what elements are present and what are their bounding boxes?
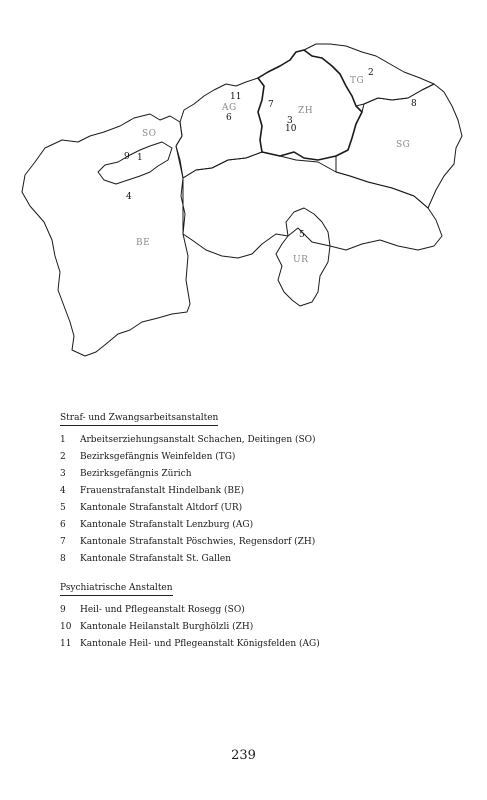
legend-label: Kantonale Strafanstalt St. Gallen bbox=[80, 554, 231, 564]
legend-label: Frauenstrafanstalt Hindelbank (BE) bbox=[80, 486, 245, 496]
legend-label: Kantonale Strafanstalt Altdorf (UR) bbox=[80, 503, 243, 513]
site-marker-5: 5 bbox=[299, 230, 305, 240]
legend-item bbox=[60, 534, 440, 551]
canton-map bbox=[0, 0, 487, 380]
legend-number: 6 bbox=[60, 520, 66, 530]
canton-label-sg: SG bbox=[396, 140, 411, 150]
site-marker-3: 3 bbox=[287, 116, 293, 126]
legend-label: Bezirksgefängnis Zürich bbox=[80, 469, 192, 479]
legend-item bbox=[60, 551, 440, 568]
canton-label-zh: ZH bbox=[298, 106, 314, 116]
canton-label-so: SO bbox=[142, 129, 157, 139]
legend-label: Kantonale Heilanstalt Burghölzli (ZH) bbox=[80, 622, 254, 632]
legend-number: 3 bbox=[60, 469, 66, 479]
legend-label: Heil- und Pflegeanstalt Rosegg (SO) bbox=[80, 605, 245, 615]
legend-number: 9 bbox=[60, 605, 66, 615]
legend-number: 2 bbox=[60, 452, 66, 462]
legend-heading-prisons: Straf- und Zwangsarbeitsanstalten bbox=[60, 413, 218, 426]
legend-label: Kantonale Heil- und Pflegeanstalt Königsfelden (AG) bbox=[80, 639, 320, 649]
canton-outline-ag bbox=[176, 78, 264, 178]
legend-item bbox=[60, 602, 440, 619]
legend-number: 8 bbox=[60, 554, 66, 564]
site-marker-4: 4 bbox=[126, 192, 132, 202]
legend-label: Kantonale Strafanstalt Lenzburg (AG) bbox=[80, 520, 254, 530]
site-marker-8: 8 bbox=[411, 99, 417, 109]
site-marker-11: 11 bbox=[230, 92, 242, 102]
legend-item bbox=[60, 636, 440, 653]
canton-outline-central bbox=[183, 152, 442, 258]
legend-item bbox=[60, 483, 440, 500]
page-number: 239 bbox=[231, 748, 256, 763]
legend-label: Kantonale Strafanstalt Pöschwies, Regensdorf (ZH) bbox=[80, 537, 316, 547]
canton-label-be: BE bbox=[136, 238, 151, 248]
canton-label-ur: UR bbox=[293, 255, 309, 265]
legend-number: 7 bbox=[60, 537, 66, 547]
legend-label: Bezirksgefängnis Weinfelden (TG) bbox=[80, 452, 236, 462]
site-marker-1: 1 bbox=[137, 153, 143, 163]
site-marker-2: 2 bbox=[368, 68, 374, 78]
canton-label-tg: TG bbox=[350, 76, 365, 86]
legend-item bbox=[60, 500, 440, 517]
legend-number: 1 bbox=[60, 435, 66, 445]
legend-label: Arbeitserziehungsanstalt Schachen, Deitingen (SO) bbox=[80, 435, 316, 445]
site-marker-9: 9 bbox=[124, 152, 130, 162]
legend-item bbox=[60, 466, 440, 483]
legend-prisons bbox=[60, 405, 440, 568]
canton-outline-be bbox=[22, 114, 190, 356]
legend-item bbox=[60, 619, 440, 636]
legend-number: 11 bbox=[60, 639, 72, 649]
canton-label-ag: AG bbox=[222, 103, 237, 113]
legend-item bbox=[60, 432, 440, 449]
site-marker-7: 7 bbox=[268, 100, 274, 110]
legend-heading-psychiatric: Psychiatrische Anstalten bbox=[60, 583, 173, 596]
canton-outline-so bbox=[98, 142, 172, 184]
legend-item bbox=[60, 517, 440, 534]
legend-number: 4 bbox=[60, 486, 66, 496]
legend-number: 5 bbox=[60, 503, 66, 513]
site-marker-10: 10 bbox=[285, 124, 297, 134]
site-marker-6: 6 bbox=[226, 113, 232, 123]
legend-item bbox=[60, 449, 440, 466]
legend-psychiatric bbox=[60, 575, 440, 653]
legend-number: 10 bbox=[60, 622, 72, 632]
